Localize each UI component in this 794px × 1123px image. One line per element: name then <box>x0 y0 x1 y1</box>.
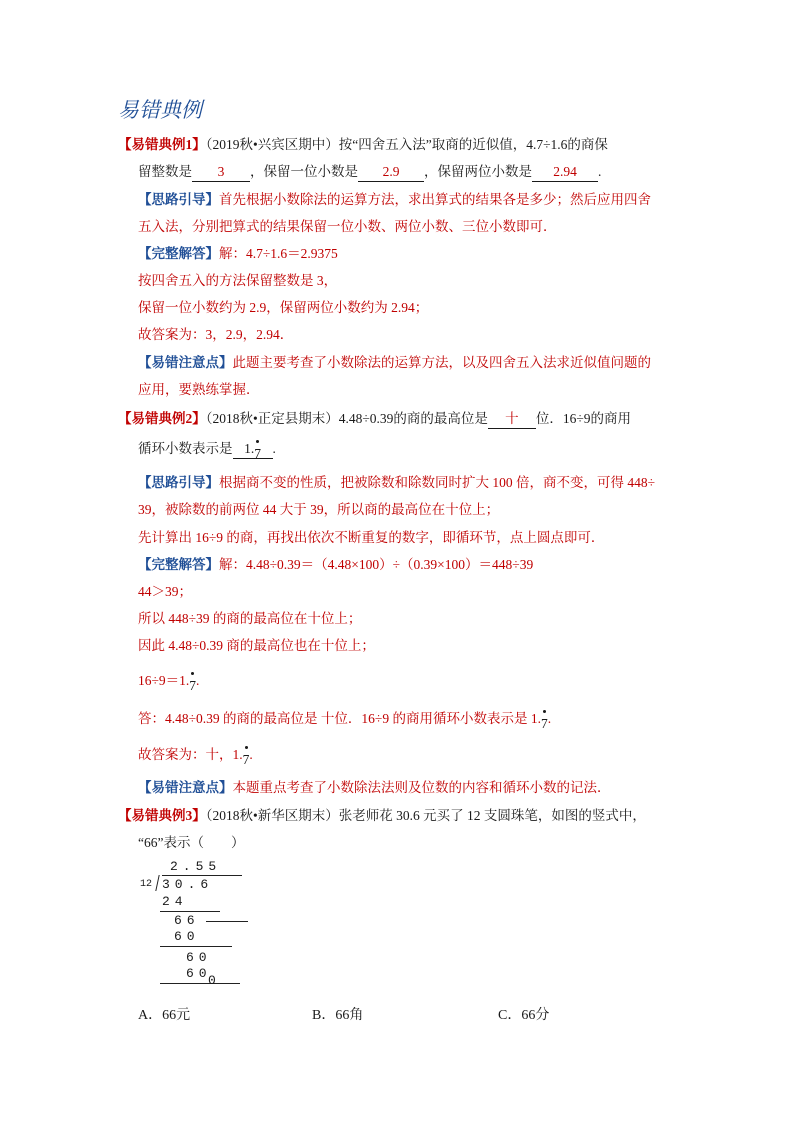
ex1-solution-tag: 【完整解答】 <box>138 246 219 261</box>
ex2-answer-2: 1.7 <box>233 440 273 459</box>
ex1-guide-tag: 【思路引导】 <box>138 192 219 207</box>
ex1-solution-line1: 【完整解答】解：4.7÷1.6＝2.9375 <box>138 246 338 261</box>
ex3-question-line1: 【易错典例3】（2018秋•新华区期末）张老师花 30.6 元买了 12 支圆珠笔，如图的竖式中， <box>118 808 646 823</box>
ex1-tag: 【易错典例1】 <box>118 137 206 152</box>
ex2-solution-line2: 44＞39； <box>138 584 192 599</box>
division-row-5: 60 <box>186 966 212 981</box>
division-row-3: 60 <box>174 929 200 944</box>
ex2-solution-line3: 所以 448÷39 的商的最高位在十位上； <box>138 611 362 626</box>
division-dividend: 30.6 <box>162 877 214 892</box>
ex1-guide-line2: 五入法，分别把算式的结果保留一位小数、两位小数、三位小数即可． <box>138 219 557 234</box>
ex2-solution-line4: 因此 4.48÷0.39 商的最高位也在十位上； <box>138 638 375 653</box>
ex2-note-line1: 【易错注意点】本题重点考查了小数除法法则及位数的内容和循环小数的记法． <box>138 780 611 795</box>
division-quotient: 2.55 <box>170 859 222 874</box>
division-row-2: 66 <box>174 913 200 928</box>
choice-c[interactable]: C．66分 <box>498 1008 550 1023</box>
section-heading: 易错典例 <box>118 98 202 122</box>
ex1-answer-3: 2.94 <box>532 163 598 182</box>
choice-b[interactable]: B．66角 <box>312 1008 364 1023</box>
ex1-note-tag: 【易错注意点】 <box>138 355 233 370</box>
ex1-note-line1: 【易错注意点】此题主要考查了小数除法的运算方法，以及四舍五入法求近似值问题的 <box>138 355 651 370</box>
ex2-answer-1: 十 <box>488 410 536 429</box>
ex1-question-line1: 【易错典例1】（2019秋•兴宾区期中）按“四舍五入法”取商的近似值，4.7÷1.6的商保 <box>118 137 608 152</box>
ex1-answer-1: 3 <box>192 163 250 182</box>
ex1-solution-line3: 保留一位小数约为 2.9，保留两位小数约为 2.94； <box>138 300 429 315</box>
ex2-tag: 【易错典例2】 <box>118 411 206 426</box>
ex2-question-line2: 循环小数表示是 1.7 . <box>138 441 276 461</box>
ex1-solution-line4: 故答案为：3，2.9，2.94． <box>138 327 294 342</box>
division-row-4: 60 <box>186 950 212 965</box>
ex2-guide-line3: 先计算出 16÷9 的商，再找出依次不断重复的数字，即循环节，点上圆点即可． <box>138 530 605 545</box>
ex2-solution-line5: 16÷9＝1.7. <box>138 673 200 693</box>
ex3-question-line2: “66”表示（ ） <box>138 835 245 850</box>
choice-a[interactable]: A．66元 <box>138 1008 191 1023</box>
division-remainder: 0 <box>208 973 216 988</box>
ex1-question-line2: 留整数是 3 ，保留一位小数是 2.9 ，保留两位小数是 2.94 . <box>138 163 601 182</box>
ex2-guide-tag: 【思路引导】 <box>138 475 219 490</box>
ex2-solution-tag: 【完整解答】 <box>138 557 219 572</box>
ex1-guide-line1: 【思路引导】首先根据小数除法的运算方法，求出算式的结果各是多少；然后应用四舍 <box>138 192 651 207</box>
ex2-solution-line1: 【完整解答】解：4.48÷0.39＝（4.48×100）÷（0.39×100）＝448÷39 <box>138 557 534 572</box>
ex2-solution-line7: 故答案为：十，1.7. <box>138 747 253 767</box>
ex2-guide-line1: 【思路引导】根据商不变的性质，把被除数和除数同时扩大 100 倍，商不变，可得 448÷ <box>138 475 656 490</box>
ex1-answer-2: 2.9 <box>358 163 424 182</box>
division-row-1: 24 <box>162 894 188 909</box>
ex2-question-line1: 【易错典例2】（2018秋•正定县期末）4.48÷0.39的商的最高位是 十 位．16÷9的商用 <box>118 410 631 429</box>
ex2-note-tag: 【易错注意点】 <box>138 780 233 795</box>
ex2-solution-line6: 答：4.48÷0.39 的商的最高位是 十位．16÷9 的商用循环小数表示是 1.7. <box>138 711 552 731</box>
division-divisor: 12 <box>140 879 153 890</box>
ex1-note-line2: 应用，要熟练掌握． <box>138 382 260 397</box>
ex2-guide-line2: 39，被除数的前两位 44 大于 39，所以商的最高位在十位上； <box>138 502 500 517</box>
ex1-solution-line2: 按四舍五入的方法保留整数是 3， <box>138 273 338 288</box>
long-division-figure <box>140 858 250 988</box>
ex3-tag: 【易错典例3】 <box>118 808 206 823</box>
